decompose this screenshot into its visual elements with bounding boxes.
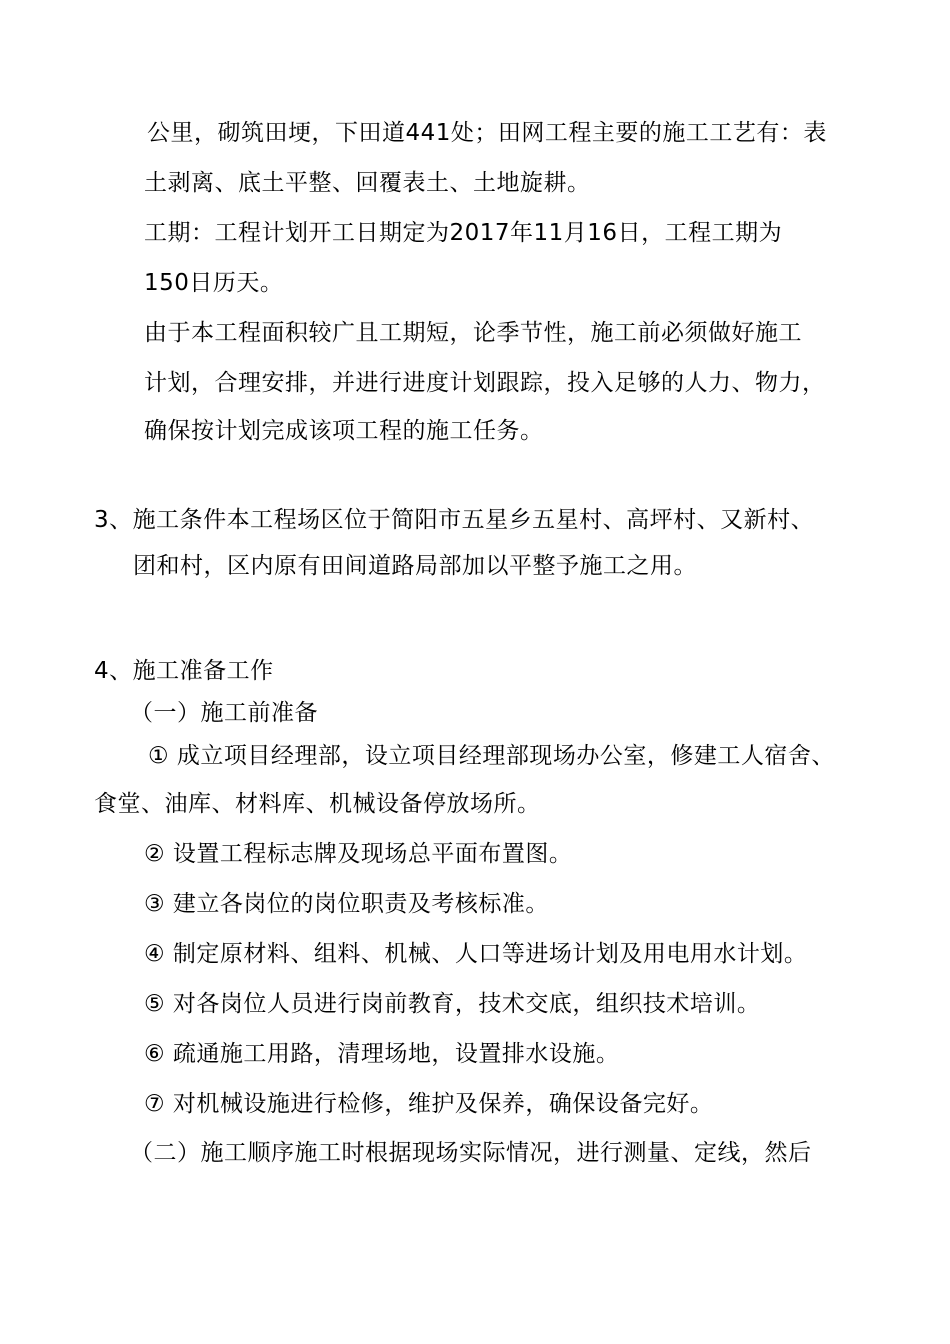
list-item: ⑥ 疏通施工用路，清理场地，设置排水设施。 xyxy=(144,1041,620,1067)
text-line: 由于本工程面积较广且工期短，论季节性，施工前必须做好施工 xyxy=(144,320,802,346)
list-item: ③ 建立各岗位的岗位职责及考核标准。 xyxy=(144,891,549,917)
text-line: 150日历天。 xyxy=(144,270,284,296)
list-item: ⑦ 对机械设施进行检修，维护及保养，确保设备完好。 xyxy=(144,1091,714,1117)
text-line: 公里，砌筑田埂，下田道441处；田网工程主要的施工工艺有：表 xyxy=(147,120,827,146)
subsection-heading: （一）施工前准备 xyxy=(130,700,318,726)
list-item: ⑤ 对各岗位人员进行岗前教育，技术交底，组织技术培训。 xyxy=(144,991,761,1017)
list-item: ② 设置工程标志牌及现场总平面布置图。 xyxy=(144,841,573,867)
text-line: 工期：工程计划开工日期定为2017年11月16日，工程工期为 xyxy=(144,220,783,246)
section-3-line: 3、施工条件本工程场区位于简阳市五星乡五星村、高坪村、又新村、 xyxy=(94,507,815,533)
text-line: 确保按计划完成该项工程的施工任务。 xyxy=(144,418,544,444)
list-item: ① 成立项目经理部，设立项目经理部现场办公室，修建工人宿舍、 xyxy=(148,743,835,769)
text-line: 计划，合理安排，并进行进度计划跟踪，投入足够的人力、物力， xyxy=(144,370,826,396)
list-item-continuation: 食堂、油库、材料库、机械设备停放场所。 xyxy=(94,791,541,817)
text-line: 土剥离、底土平整、回覆表土、土地旋耕。 xyxy=(144,170,591,196)
subsection-heading: （二）施工顺序施工时根据现场实际情况，进行测量、定线，然后 xyxy=(130,1140,812,1166)
section-4-heading: 4、施工准备工作 xyxy=(94,658,274,684)
section-3-line: 团和村，区内原有田间道路局部加以平整予施工之用。 xyxy=(133,553,697,579)
list-item: ④ 制定原材料、组料、机械、人口等进场计划及用电用水计划。 xyxy=(144,941,808,967)
